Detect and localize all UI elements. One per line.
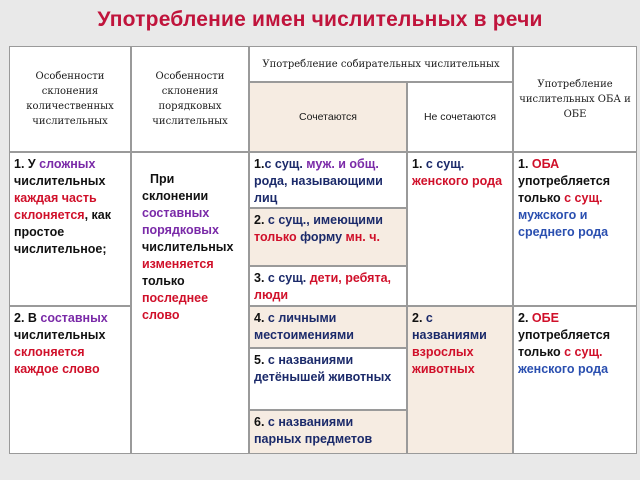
header-ordinal: Особенности склонения порядковых числительных	[131, 46, 249, 152]
header-not-combine: Не сочетаются	[407, 82, 513, 152]
header-cardinal: Особенности склонения количественных числительных	[9, 46, 131, 152]
combine-item-6: 6. с названиями парных предметов	[249, 410, 407, 454]
combine-item-4: 4. с личными местоимениями	[249, 306, 407, 348]
page-title: Употребление имен числительных в речи	[97, 8, 543, 31]
header-oba-obe: Употребление числительных ОБА и ОБЕ	[513, 46, 637, 152]
not-combine-item-2: 2. с названиями взрослых животных	[407, 306, 513, 454]
oba-rule: 1. ОБА употребляется только с сущ. мужского и среднего рода	[513, 152, 637, 306]
cardinal-rule-1: 1. У сложных числительных каждая часть склоняется, как простое числительное;	[9, 152, 131, 306]
combine-item-2: 2. с сущ., имеющими только форму мн. ч.	[249, 208, 407, 266]
obe-rule: 2. ОБЕ употребляется только с сущ. женского рода	[513, 306, 637, 454]
ordinal-rule: При склонении составных порядковых числительных изменяется только последнее слово	[131, 152, 249, 454]
combine-item-5: 5. с названиями детёнышей животных	[249, 348, 407, 410]
header-collective: Употребление собирательных числительных	[249, 46, 513, 82]
numerals-table	[9, 46, 637, 454]
combine-item-3: 3. с сущ. дети, ребята, люди	[249, 266, 407, 306]
header-combine: Сочетаются	[249, 82, 407, 152]
combine-item-1: 1.с сущ. муж. и общ. рода, называющими лиц	[249, 152, 407, 208]
not-combine-item-1: 1. с сущ. женского рода	[407, 152, 513, 306]
cardinal-rule-2: 2. В составных числительных склоняется каждое слово	[9, 306, 131, 454]
